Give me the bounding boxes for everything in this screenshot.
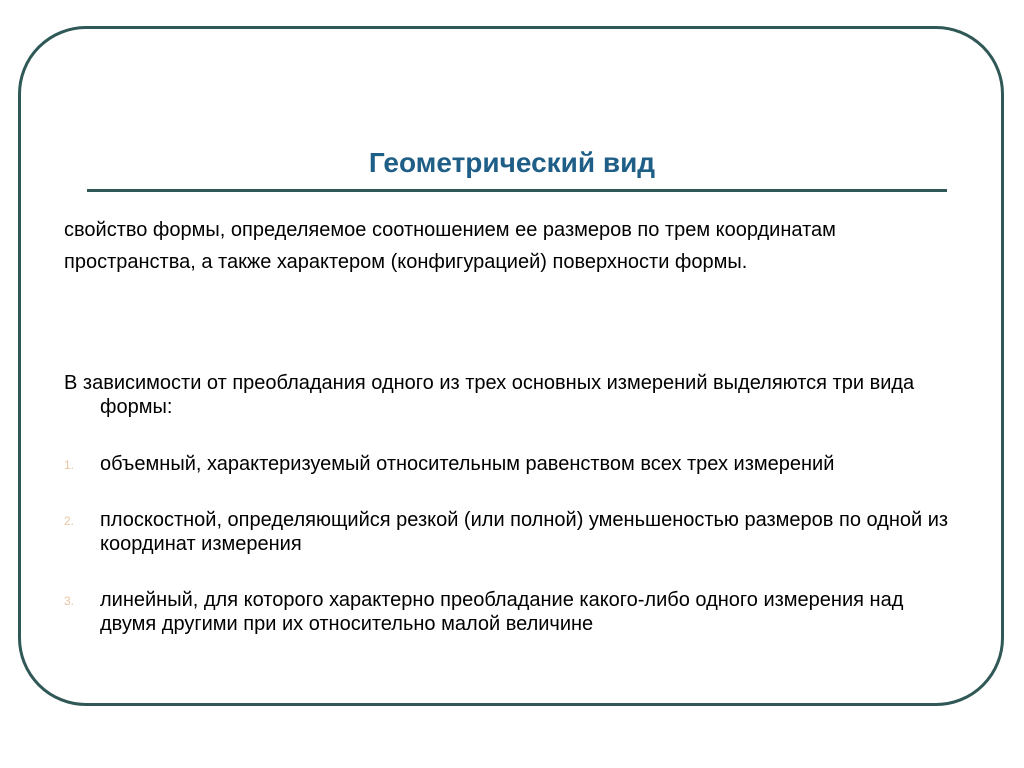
definition-paragraph: свойство формы, определяемое соотношением ее размеров по трем координатам пространства, а также характером (конфигурацией) поверхности формы.: [64, 219, 836, 273]
list-item: [64, 588, 954, 636]
intro-paragraph: В зависимости от преобладания одного из трех основных измерений выделяются три вида формы:: [64, 372, 915, 418]
list-item-text: объемный, характеризуемый относительным равенством всех трех измерений: [100, 453, 835, 475]
form-types-list: [64, 452, 954, 668]
list-item: [64, 452, 954, 476]
list-item-number: 1.: [64, 458, 75, 472]
list-item-text: линейный, для которого характерно преобладание какого-либо одного измерения над двумя другими при их относительно малой величине: [100, 589, 904, 635]
list-item-text: плоскостной, определяющийся резкой (или полной) уменьшеностью размеров по одной из координат измерения: [100, 509, 949, 555]
title-underline-divider: [87, 189, 947, 192]
slide-title: Геометрический вид: [368, 147, 656, 178]
list-item-number: 3.: [64, 594, 75, 608]
list-item: [64, 508, 954, 556]
list-item-number: 2.: [64, 514, 75, 528]
